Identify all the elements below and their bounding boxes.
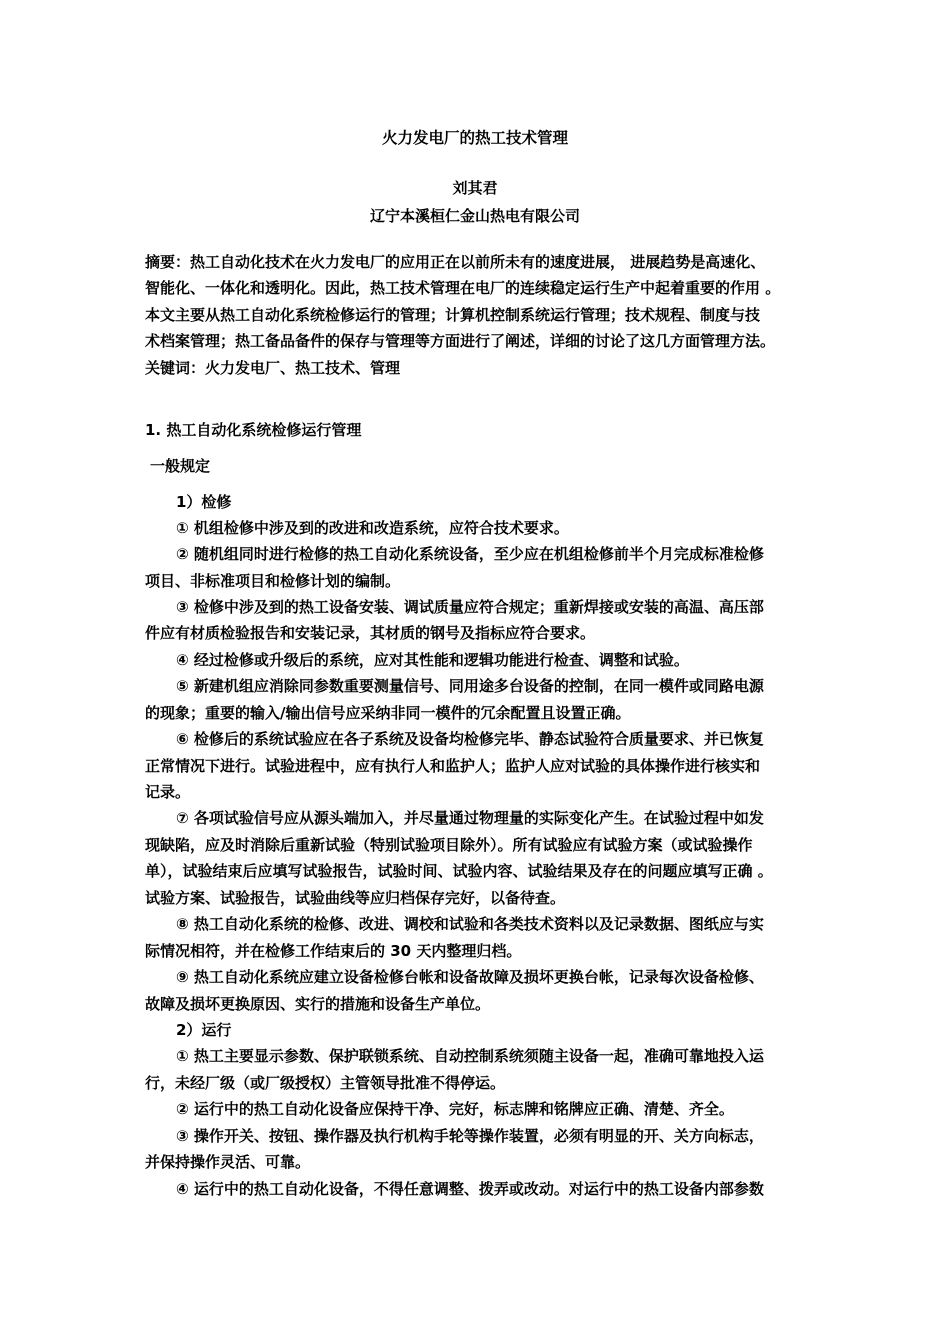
text-line: ④ 经过检修或升级后的系统，应对其性能和逻辑功能进行检查、调整和试验。 [176,651,689,669]
text-line: 试验方案、试验报告，试验曲线等应归档保存完好，以备待查。 [145,889,566,907]
text-line: 2）运行 [176,1021,232,1039]
document-title: 火力发电厂的热工技术管理 [381,129,568,147]
text-line: ② 运行中的热工自动化设备应保持干净、完好，标志牌和铭牌应正确、清楚、齐全。 [176,1100,734,1118]
text-line: ② 随机组同时进行检修的热工自动化系统设备，至少应在机组检修前半个月完成标准检修 [176,545,764,563]
text-line: 1. 热工自动化系统检修运行管理 [145,421,362,439]
text-line: 件应有材质检验报告和安装记录，其材质的钢号及指标应符合要求。 [145,624,596,642]
text-line: 关键词：火力发电厂、热工技术、管理 [145,359,401,377]
author-name: 刘其君 [452,179,498,197]
text-line: 单），试验结束后应填写试验报告，试验时间、试验内容、试验结果及存在的问题应填写正确 。 [145,862,773,880]
text-line: 本文主要从热工自动化系统检修运行的管理；计算机控制系统运行管理；技术规程、制度与技 [145,306,761,324]
text-line: ⑦ 各项试验信号应从源头端加入，并尽量通过物理量的实际变化产生。在试验过程中如发 [176,809,764,827]
author-affiliation: 辽宁本溪桓仁金山热电有限公司 [369,207,580,225]
text-line: 术档案管理；热工备品备件的保存与管理等方面进行了阐述，详细的讨论了这几方面管理方法。 [145,332,776,350]
text-line: 智能化、一体化和透明化。因此，热工技术管理在电厂的连续稳定运行生产中起着重要的作用 。 [145,279,781,297]
text-line: 项目、非标准项目和检修计划的编制。 [145,572,401,590]
text-line: 故障及损坏更换原因、实行的措施和设备生产单位。 [145,995,491,1013]
text-line: 现缺陷，应及时消除后重新试验（特别试验项目除外）。所有试验应有试验方案（或试验操作 [145,836,753,854]
text-line: 行，未经厂级（或厂级授权）主管领导批准不得停运。 [145,1074,506,1092]
text-line: 1）检修 [176,493,232,511]
text-line: 并保持操作灵活、可靠。 [145,1153,311,1171]
text-line: ① 热工主要显示参数、保护联锁系统、自动控制系统须随主设备一起，准确可靠地投入运 [176,1047,764,1065]
text-line: ⑥ 检修后的系统试验应在各子系统及设备均检修完毕、静态试验符合质量要求、并已恢复 [176,730,764,748]
text-line: 摘要：热工自动化技术在火力发电厂的应用正在以前所未有的速度进展， 进展趋势是高速化、 [145,253,766,271]
text-line: ⑨ 热工自动化系统应建立设备检修台帐和设备故障及损坏更换台帐，记录每次设备检修、 [176,968,764,986]
text-line: ③ 操作开关、按钮、操作器及执行机构手轮等操作装置，必须有明显的开、关方向标志， [176,1127,764,1145]
text-line: 记录。 [145,783,191,801]
text-line: 正常情况下进行。试验进程中，应有执行人和监护人；监护人应对试验的具体操作进行核实和 [145,757,761,775]
text-line: ④ 运行中的热工自动化设备，不得任意调整、拨弄或改动。对运行中的热工设备内部参数 [176,1180,764,1198]
text-line: 一般规定 [150,457,211,475]
text-line: ⑤ 新建机组应消除同参数重要测量信号、同用途多台设备的控制，在同一模件或同路电源 [176,677,764,695]
text-line: ⑧ 热工自动化系统的检修、改进、调校和试验和各类技术资料以及记录数据、图纸应与实 [176,915,764,933]
text-line: 的现象；重要的输入/输出信号应采纳非同一模件的冗余配置且设置正确。 [145,704,631,722]
text-line: ① 机组检修中涉及到的改进和改造系统，应符合技术要求。 [176,519,569,537]
text-line: ③ 检修中涉及到的热工设备安装、调试质量应符合规定；重新焊接或安装的高温、高压部 [176,598,764,616]
text-line: 际情况相符，并在检修工作结束后的 30 天内整理归档。 [145,942,522,960]
